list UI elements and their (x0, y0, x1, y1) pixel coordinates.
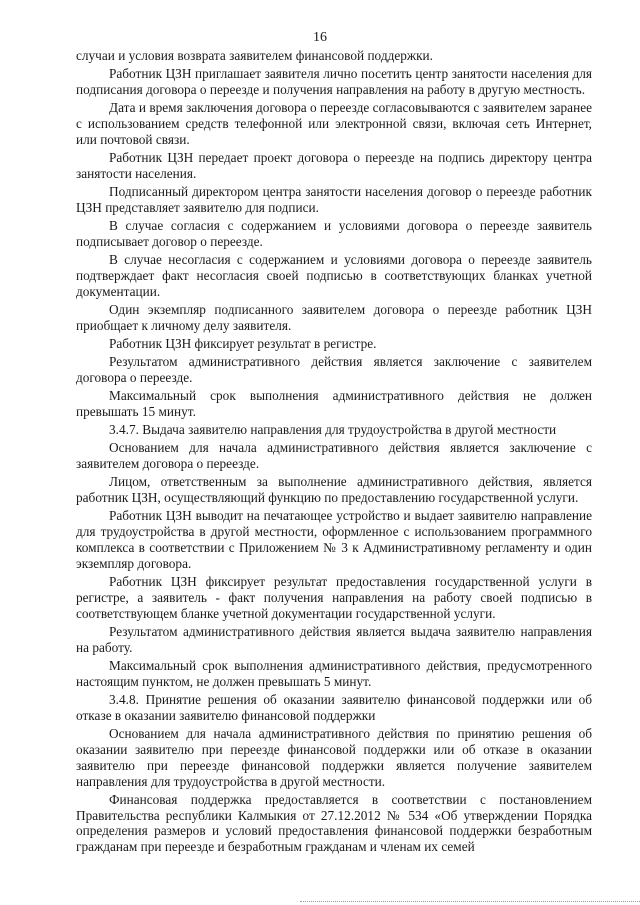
paragraph: Подписанный директором центра занятости населения договор о переезде работник ЦЗН представляет заявителю для подписи. (76, 184, 592, 215)
paragraph: Один экземпляр подписанного заявителем договора о переезде работник ЦЗН приобщает к личному делу заявителя. (76, 301, 592, 333)
paragraph: Максимальный срок выполнения административного действия, предусмотренного настоящим пунктом, не должен превышать 5 минут. (76, 657, 592, 689)
paragraph: Основанием для начала административного действия является заключение с заявителем договора о переезде. (76, 440, 592, 471)
paragraph: Максимальный срок выполнения административного действия не должен превышать 15 минут. (76, 388, 592, 419)
paragraph: Финансовая поддержка предоставляется в соответствии с постановлением Правительства республики Калмыкия от 27.12.2012 № 534 «Об утверждении Порядка определения размеров и условий предоставления финансовой поддержки безработным гражданам при переезде и безработным гражданам и членам их семей (76, 791, 592, 855)
paragraph: Дата и время заключения договора о переезде согласовываются с заявителем заранее с использованием средств телефонной или электронной связи, включая сеть Интернет, или почтовой связи. (76, 100, 592, 147)
paragraph-continuation: случаи и условия возврата заявителем финансовой поддержки. (76, 48, 433, 63)
paragraph: В случае согласия с содержанием и условиями договора о переезде заявитель подписывает договор о переезде. (76, 218, 592, 249)
paragraph: Работник ЦЗН выводит на печатающее устройство и выдает заявителю направление для трудоустройства в другой местности, оформленное с использованием программного комплекса в соответствии с Приложением № 3 к Административному регламенту и один экземпляр договора. (76, 508, 592, 571)
paragraph: В случае несогласия с содержанием и условиями договора о переезде заявитель подтверждает факт несогласия своей подписью в соответствующих бланках учетной документации. (76, 252, 592, 299)
paragraph: Работник ЦЗН передает проект договора о переезде на подпись директору центра занятости населения. (76, 150, 592, 181)
paragraph: Лицом, ответственным за выполнение административного действия, является работник ЦЗН, осуществляющий функцию по предоставлению государственной услуги. (76, 474, 592, 505)
section-heading-3-4-8: 3.4.8. Принятие решения об оказании заявителю финансовой поддержки или об отказе в оказании заявителю финансовой поддержки (76, 691, 592, 723)
document-body (76, 48, 592, 857)
scan-edge-line (300, 901, 640, 902)
paragraph: Работник ЦЗН приглашает заявителя лично посетить центр занятости населения для подписания договора о переезде и получения направления на работу в другую местность. (76, 66, 592, 97)
paragraph: Основанием для начала административного действия по принятию решения об оказании заявителю при переезде финансовой поддержки или об отказе в оказании заявителю при переезде финансовой поддержки является получение заявителем направления для трудоустройства в другой местности. (76, 725, 592, 789)
paragraph: Работник ЦЗН фиксирует результат в регистре. (109, 335, 377, 351)
paragraph: Результатом административного действия является заключение с заявителем договора о переезде. (76, 354, 592, 385)
page-number: 16 (313, 30, 327, 45)
paragraph: Результатом административного действия является выдача заявителю направления на работу. (76, 623, 592, 655)
section-heading-3-4-7: 3.4.7. Выдача заявителю направления для трудоустройства в другой местности (109, 422, 557, 437)
paragraph: Работник ЦЗН фиксирует результат предоставления государственной услуги в регистре, а заявитель - факт получения направления на работу своей подписью в соответствующем бланке учетной документации государственной услуги. (76, 573, 592, 621)
